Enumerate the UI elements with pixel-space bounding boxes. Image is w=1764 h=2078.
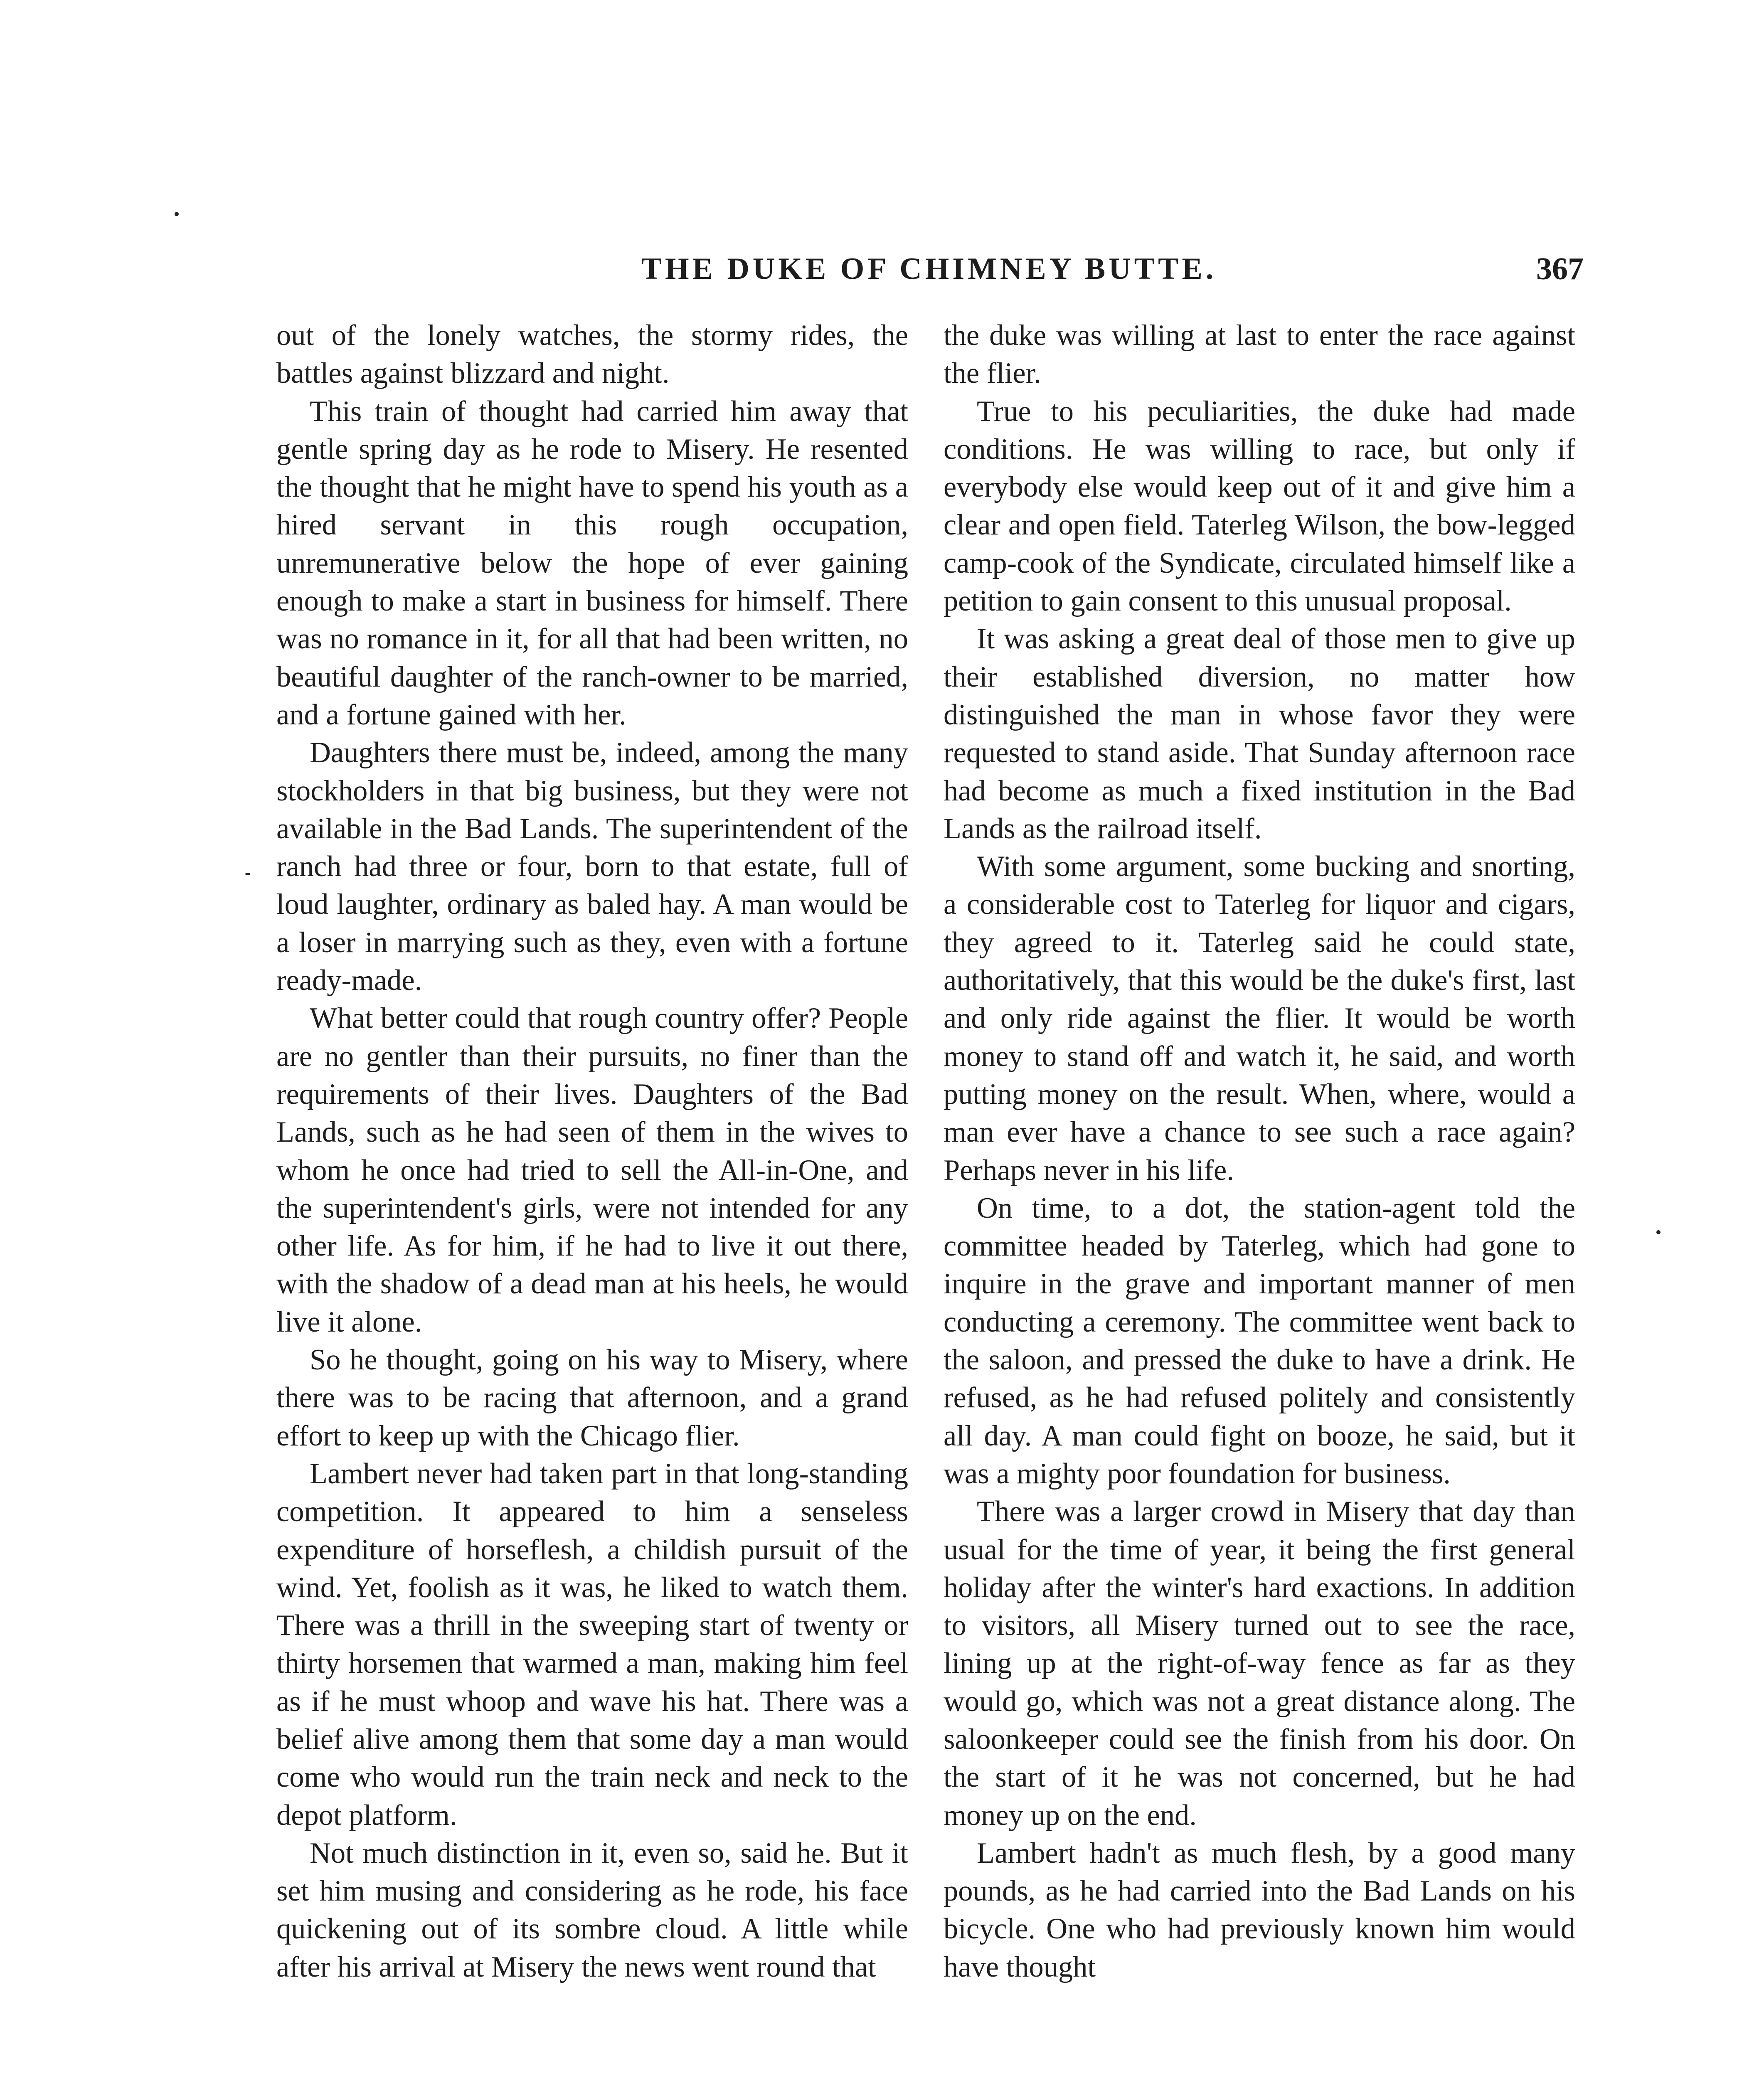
paragraph: What better could that rough country offer? People are no gentler than their pursuits, no finer than the requirements of their lives. Daughters of the Bad Lands, such as he had seen of them in the wives to whom he once had tried to sell the All-in-One, and the superintendent's girls, were not intended for any other life. As for him, if he had to live it out there, with the shadow of a dead man at his heels, he would live it alone. [276, 1002, 908, 1338]
scan-speck [245, 873, 250, 875]
paragraph: Lambert never had taken part in that long-standing competition. It appeared to him a senseless expenditure of horseflesh, a childish pursuit of the wind. Yet, foolish as it was, he liked to watch them. There was a thrill in the sweeping start of twenty or thirty horsemen that warmed a man, making him feel as if he must whoop and wave his hat. There was a belief alive among them that some day a man would come who would run the train neck and neck to the depot platform. [276, 1457, 908, 1832]
paragraph: the duke was willing at last to enter the race against the flier. [944, 319, 1575, 390]
paragraph: It was asking a great deal of those men to give up their established diversion, no matter how distinguished the man in whose favor they were requested to stand aside. That Sunday afternoon race had become as much a fixed institution in the Bad Lands as the railroad itself. [944, 623, 1575, 845]
paragraph: This train of thought had carried him away that gentle spring day as he rode to Misery. He resented the thought that he might have to spend his youth as a hired servant in this rough occupation, unremunerative below the hope of ever gaining enough to make a start in business for himself. There was no romance in it, for all that had been written, no beautiful daughter of the ranch-owner to be married, and a fortune gained with her. [276, 395, 908, 731]
paragraph: Not much distinction in it, even so, said he. But it set him musing and considering as he rode, his face quickening out of its sombre cloud. A little while after his arrival at Misery the news went round that [276, 1837, 908, 1983]
paragraph: With some argument, some bucking and snorting, a considerable cost to Taterleg for liquor and cigars, they agreed to it. Taterleg said he could state, authoritatively, that this would be the duke's first, last and only ride against the flier. It would be worth money to stand off and watch it, he said, and worth putting money on the result. When, where, would a man ever have a chance to see such a race again? Perhaps never in his life. [944, 850, 1575, 1187]
paragraph: There was a larger crowd in Misery that day than usual for the time of year, it being the first general holiday after the winter's hard exactions. In addition to visitors, all Misery turned out to see the race, lining up at the right-of-way fence as far as they would go, which was not a great distance along. The saloonkeeper could see the finish from his door. On the start of it he was not concerned, but he had money up on the end. [944, 1495, 1575, 1832]
scan-speck [175, 212, 179, 216]
right-column [944, 317, 1575, 1986]
page-number: 367 [1536, 251, 1584, 286]
paragraph: Lambert hadn't as much flesh, by a good many pounds, as he had carried into the Bad Lands on his bicycle. One who had previously known him would have thought [944, 1837, 1575, 1983]
paragraph: True to his peculiarities, the duke had made conditions. He was willing to race, but only if everybody else would keep out of it and give him a clear and open field. Taterleg Wilson, the bow-legged camp-cook of the Syndicate, circulated himself like a petition to gain consent to this unusual proposal. [944, 395, 1575, 618]
paragraph: On time, to a dot, the station-agent told the committee headed by Taterleg, which had gone to inquire in the grave and important manner of men conducting a ceremony. The committee went back to the saloon, and pressed the duke to have a drink. He refused, as he had refused politely and consistently all day. A man could fight on booze, he said, but it was a mighty poor foundation for business. [944, 1192, 1575, 1490]
paragraph: So he thought, going on his way to Misery, where there was to be racing that afternoon, and a grand effort to keep up with the Chicago flier. [276, 1344, 908, 1452]
scan-speck [1656, 1230, 1661, 1234]
running-head [274, 246, 1584, 292]
running-title: THE DUKE OF CHIMNEY BUTTE. [641, 252, 1217, 286]
left-column [276, 317, 908, 1986]
paragraph: Daughters there must be, indeed, among the many stockholders in that big business, but they were not available in the Bad Lands. The superintendent of the ranch had three or four, born to that estate, full of loud laughter, ordinary as baled hay. A man would be a loser in marrying such as they, even with a fortune ready-made. [276, 736, 908, 997]
paragraph: out of the lonely watches, the stormy rides, the battles against blizzard and night. [276, 319, 908, 390]
